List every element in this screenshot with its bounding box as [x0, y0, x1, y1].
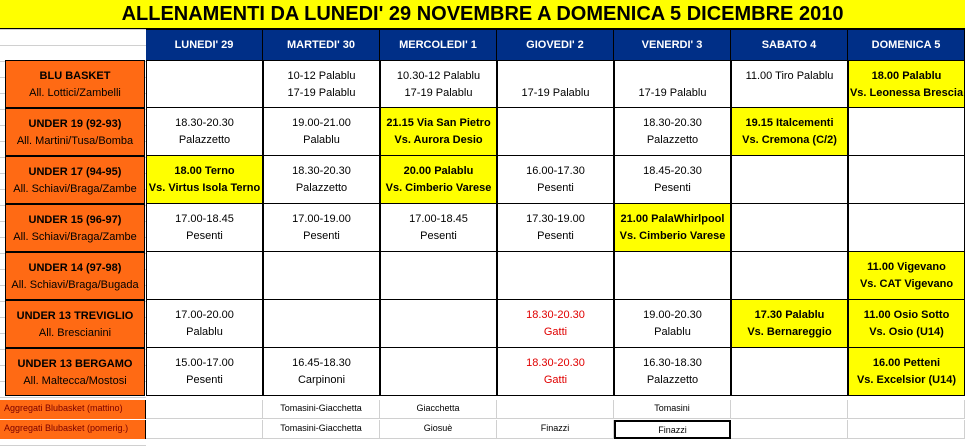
- schedule-cell[interactable]: [497, 204, 614, 252]
- aggregati-cell[interactable]: Tomasini: [614, 400, 731, 419]
- team-cell[interactable]: [5, 348, 145, 396]
- cell-line-1: 17.30 Palablu: [754, 309, 825, 321]
- schedule-cell[interactable]: [614, 108, 731, 156]
- schedule-cell[interactable]: [731, 60, 848, 108]
- cell-line-1: 21.00 PalaWhirlpool: [620, 213, 725, 225]
- cell-line-1: 18.45-20.30: [643, 165, 702, 177]
- schedule-cell[interactable]: [263, 60, 380, 108]
- cell-line-1: 15.00-17.00: [175, 357, 234, 369]
- schedule-cell[interactable]: [146, 60, 263, 108]
- cell-line-2: Vs. Leonessa Brescia: [849, 87, 964, 99]
- cell-line-1: 10.30-12 Palablu: [396, 70, 481, 82]
- aggregati-cell[interactable]: [146, 400, 263, 419]
- cell-line-1: 11.00 Osio Sotto: [863, 309, 950, 321]
- cell-line-2: Vs. Cremona (C/2): [742, 134, 837, 146]
- cell-line-1: 16.00 Petteni: [872, 357, 941, 369]
- cell-line-1: 16.00-17.30: [526, 165, 585, 177]
- cell-line-1: 19.00-20.30: [643, 309, 702, 321]
- aggregati-label: Aggregati Blubasket (mattino): [0, 400, 146, 419]
- schedule-cell[interactable]: [731, 348, 848, 396]
- cell-line-2: 17-19 Palablu: [638, 87, 707, 99]
- schedule-cell[interactable]: [848, 348, 965, 396]
- day-header-4[interactable]: GIOVEDI' 2: [497, 29, 614, 60]
- aggregati-cell[interactable]: [731, 420, 848, 439]
- aggregati-label: Aggregati Blubasket (pomerig.): [0, 420, 146, 439]
- schedule-cell[interactable]: [848, 60, 965, 108]
- team-cell[interactable]: [5, 108, 145, 156]
- schedule-cell[interactable]: [731, 108, 848, 156]
- cell-line-1: 19.15 Italcementi: [745, 117, 834, 129]
- day-header-6[interactable]: SABATO 4: [731, 29, 848, 60]
- schedule-cell[interactable]: [848, 156, 965, 204]
- cell-line-1: 19.00-21.00: [292, 117, 351, 129]
- team-name: UNDER 17 (94-95): [28, 166, 122, 178]
- aggregati-cell[interactable]: [731, 400, 848, 419]
- cell-line-2: Pesenti: [303, 230, 340, 242]
- team-name: UNDER 13 BERGAMO: [17, 358, 133, 370]
- schedule-cell[interactable]: [614, 60, 731, 108]
- team-name: UNDER 13 TREVIGLIO: [16, 310, 134, 322]
- team-cell[interactable]: [5, 204, 145, 252]
- cell-line-2: Gatti: [543, 326, 568, 338]
- cell-line-2: Palablu: [303, 134, 340, 146]
- aggregati-cell[interactable]: Giosuè: [380, 420, 497, 439]
- schedule-cell[interactable]: [614, 156, 731, 204]
- team-cell[interactable]: [5, 60, 145, 108]
- schedule-cell[interactable]: [263, 348, 380, 396]
- cell-line-1: 18.30-20.30: [175, 117, 234, 129]
- cell-line-2: Pesenti: [186, 374, 223, 386]
- cell-line-1: 18.30-20.30: [643, 117, 702, 129]
- schedule-cell[interactable]: [848, 300, 965, 348]
- cell-line-2: Vs. Cimberio Varese: [385, 182, 492, 194]
- day-header-3[interactable]: MERCOLEDI' 1: [380, 29, 497, 60]
- team-cell[interactable]: [5, 156, 145, 204]
- schedule-cell[interactable]: [614, 252, 731, 300]
- schedule-cell[interactable]: [263, 300, 380, 348]
- aggregati-cell[interactable]: Tomasini-Giacchetta: [263, 400, 380, 419]
- schedule-cell[interactable]: [380, 156, 497, 204]
- cell-line-1: 18.00 Terno: [174, 165, 235, 177]
- page-title: ALLENAMENTI DA LUNEDI' 29 NOVEMBRE A DOMENICA 5 DICEMBRE 2010: [0, 0, 965, 29]
- aggregati-cell[interactable]: [848, 420, 965, 439]
- aggregati-cell[interactable]: [848, 400, 965, 419]
- schedule-cell[interactable]: [263, 108, 380, 156]
- cell-line-2: Pesenti: [420, 230, 457, 242]
- cell-line-2: Palablu: [654, 326, 691, 338]
- cell-line-1: 17.00-18.45: [409, 213, 468, 225]
- team-coach: All. Martini/Tusa/Bomba: [16, 135, 134, 147]
- aggregati-cell[interactable]: [146, 420, 263, 439]
- schedule-cell[interactable]: [497, 348, 614, 396]
- schedule-cell[interactable]: [497, 108, 614, 156]
- cell-line-1: 11.00 Vigevano: [867, 261, 946, 273]
- row-gridline: [0, 397, 146, 398]
- cell-line-1: 17.00-19.00: [292, 213, 351, 225]
- schedule-cell[interactable]: [146, 204, 263, 252]
- schedule-cell[interactable]: [380, 60, 497, 108]
- cell-line-2: Vs. Aurora Desio: [394, 134, 483, 146]
- team-coach: All. Schiavi/Braga/Bugada: [11, 279, 139, 291]
- cell-line-2: Vs. Bernareggio: [747, 326, 832, 338]
- cell-line-1: 17.00-20.00: [175, 309, 234, 321]
- schedule-cell[interactable]: [146, 348, 263, 396]
- cell-line-1: 16.45-18.30: [292, 357, 351, 369]
- cell-line-1: 18.30-20.30: [292, 165, 351, 177]
- schedule-cell[interactable]: [380, 300, 497, 348]
- schedule-cell[interactable]: [614, 348, 731, 396]
- schedule-cell[interactable]: [146, 108, 263, 156]
- schedule-cell[interactable]: [263, 204, 380, 252]
- schedule-cell[interactable]: [263, 252, 380, 300]
- cell-line-1: 20.00 Palablu: [403, 165, 474, 177]
- aggregati-cell[interactable]: Giacchetta: [380, 400, 497, 419]
- cell-line-2: Palazzetto: [178, 134, 231, 146]
- row-gridline: [0, 29, 146, 30]
- schedule-cell[interactable]: [497, 60, 614, 108]
- schedule-cell[interactable]: [380, 108, 497, 156]
- day-header-5[interactable]: VENERDI' 3: [614, 29, 731, 60]
- schedule-cell[interactable]: [380, 204, 497, 252]
- team-name: BLU BASKET: [39, 70, 111, 82]
- cell-line-1: 18.30-20.30: [526, 309, 585, 321]
- schedule-cell[interactable]: [263, 156, 380, 204]
- aggregati-cell[interactable]: Finazzi: [497, 420, 614, 439]
- cell-line-1: 11.00 Tiro Palablu: [745, 70, 834, 82]
- schedule-cell[interactable]: [146, 156, 263, 204]
- cell-line-2: Pesenti: [537, 182, 574, 194]
- team-cell[interactable]: [5, 300, 145, 348]
- team-cell[interactable]: [5, 252, 145, 300]
- cell-line-2: Vs. Cimberio Varese: [619, 230, 726, 242]
- cell-line-2: Palazzetto: [295, 182, 348, 194]
- schedule-cell[interactable]: [614, 204, 731, 252]
- team-name: UNDER 14 (97-98): [28, 262, 122, 274]
- cell-line-2: 17-19 Palablu: [404, 87, 473, 99]
- cell-line-1: 21.15 Via San Pietro: [386, 117, 491, 129]
- team-coach: All. Brescianini: [38, 327, 112, 339]
- day-header-1[interactable]: LUNEDI' 29: [146, 29, 263, 60]
- schedule-cell[interactable]: [146, 300, 263, 348]
- schedule-cell[interactable]: [731, 252, 848, 300]
- cell-line-2: Gatti: [543, 374, 568, 386]
- day-header-7[interactable]: DOMENICA 5: [848, 29, 965, 60]
- schedule-cell[interactable]: [731, 300, 848, 348]
- cell-line-2: Pesenti: [186, 230, 223, 242]
- team-coach: All. Schiavi/Braga/Zambe: [13, 231, 137, 243]
- schedule-cell[interactable]: [497, 300, 614, 348]
- schedule-cell[interactable]: [146, 252, 263, 300]
- cell-line-2: Vs. Virtus Isola Terno: [148, 182, 261, 194]
- cell-line-2: Palazzetto: [646, 134, 699, 146]
- team-coach: All. Schiavi/Braga/Zambe: [13, 183, 137, 195]
- cell-line-1: 16.30-18.30: [643, 357, 702, 369]
- team-name: UNDER 19 (92-93): [28, 118, 122, 130]
- schedule-cell[interactable]: [848, 204, 965, 252]
- cell-line-2: Carpinoni: [297, 374, 346, 386]
- schedule-cell[interactable]: [380, 252, 497, 300]
- cell-line-2: Palazzetto: [646, 374, 699, 386]
- schedule-cell[interactable]: [497, 252, 614, 300]
- cell-line-1: 17.00-18.45: [175, 213, 234, 225]
- cell-line-1: 17.30-19.00: [526, 213, 585, 225]
- cell-line-2: 17-19 Palablu: [521, 87, 590, 99]
- cell-line-2: Vs. Excelsior (U14): [856, 374, 957, 386]
- row-gridline: [0, 45, 146, 46]
- schedule-cell[interactable]: [848, 252, 965, 300]
- aggregati-cell[interactable]: Tomasini-Giacchetta: [263, 420, 380, 439]
- schedule-cell[interactable]: [497, 156, 614, 204]
- schedule-cell[interactable]: [848, 108, 965, 156]
- cell-line-2: Pesenti: [537, 230, 574, 242]
- schedule-cell[interactable]: [731, 204, 848, 252]
- cell-line-2: 17-19 Palablu: [287, 87, 356, 99]
- cell-line-2: Palablu: [186, 326, 223, 338]
- aggregati-cell[interactable]: [497, 400, 614, 419]
- cell-line-2: Vs. CAT Vigevano: [859, 278, 954, 290]
- schedule-cell[interactable]: [614, 300, 731, 348]
- cell-line-2: Pesenti: [654, 182, 691, 194]
- selected-cell[interactable]: Finazzi: [614, 420, 731, 439]
- cell-line-1: 18.00 Palablu: [871, 70, 942, 82]
- team-name: UNDER 15 (96-97): [28, 214, 122, 226]
- team-coach: All. Maltecca/Mostosi: [23, 375, 127, 387]
- cell-line-1: 10-12 Palablu: [287, 70, 356, 82]
- cell-line-1: 18.30-20.30: [526, 357, 585, 369]
- schedule-cell[interactable]: [380, 348, 497, 396]
- day-header-2[interactable]: MARTEDI' 30: [263, 29, 380, 60]
- cell-line-2: Vs. Osio (U14): [869, 326, 944, 338]
- schedule-cell[interactable]: [731, 156, 848, 204]
- team-coach: All. Lottici/Zambelli: [29, 87, 121, 99]
